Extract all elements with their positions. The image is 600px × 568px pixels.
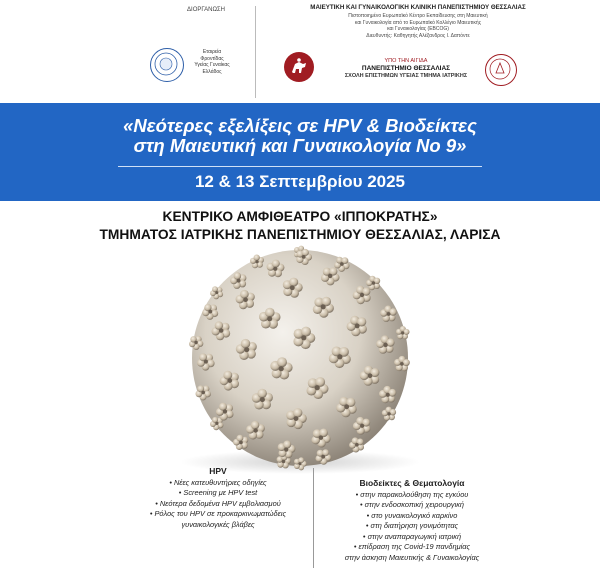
under-aegis-label: ΥΠΟ ΤΗΝ ΑΙΓΙΔΑ	[384, 58, 428, 64]
list-item: • στο γυναικολογικό καρκίνο	[366, 510, 458, 520]
list-item: • επίδραση της Covid-19 πανδημίας	[353, 542, 471, 551]
org-line: Εταιρεία	[202, 49, 222, 55]
clinic-line: Διευθυντής: Καθηγητής Αλέξανδρος Ι. Δαπόντε	[366, 32, 470, 39]
list-item: • στην ενδοσκοπική χειρουργική	[359, 500, 465, 509]
biomarker-topics	[322, 478, 502, 563]
venue-line: ΚΕΝΤΡΙΚΟ ΑΜΦΙΘΕΑΤΡΟ «ΙΠΠΟΚΡΑΤΗΣ»	[162, 209, 438, 224]
org-line: Ελλάδος	[202, 68, 222, 75]
event-date: 12 & 13 Σεπτεμβρίου 2025	[194, 172, 406, 191]
venue-line: ΤΜΗΜΑΤΟΣ ΙΑΤΡΙΚΗΣ ΠΑΝΕΠΙΣΤΗΜΙΟΥ ΘΕΣΣΑΛΙΑΣ, ΛΑΡΙΣΑ	[99, 227, 501, 242]
list-item: • στη διατήρηση γονιμότητας	[365, 521, 459, 530]
capsomer-knob	[250, 255, 264, 269]
list-item: • Screening με HPV test	[178, 488, 258, 497]
list-item: • στην παρακολούθηση της εγκύου	[355, 489, 469, 499]
list-item: γυναικολογικές βλάβες	[181, 519, 255, 529]
clinic-line: και Γυναικολογίας (EBCOG)	[387, 26, 449, 32]
clinic-line: Πιστοποιημένο Ευρωπαϊκό Κέντρο Εκπαίδευσης στη Μαιευτική	[348, 13, 488, 19]
list-item: στην άσκηση Μαιευτικής & Γυναικολογίας	[344, 552, 480, 562]
event-title-line: «Νεότερες εξελίξεις σε HPV & Βιοδείκτες	[123, 115, 477, 136]
org-line: Υγείας Γυναίκας	[194, 62, 230, 68]
list-item: • στην αναπαραγωγική ιατρική	[362, 531, 462, 541]
clinic-title: ΜΑΙΕΥΤΙΚΗ ΚΑΙ ΓΥΝΑΙΚΟΛΟΓΙΚΗ ΚΛΙΝΙΚΗ ΠΑΝΕΠΙΣΤΗΜΙΟΥ ΘΕΣΣΑΛΙΑΣ	[310, 4, 526, 11]
school-name: ΣΧΟΛΗ ΕΠΙΣΤΗΜΩΝ ΥΓΕΙΑΣ ΤΜΗΜΑ ΙΑΤΡΙΚΗΣ	[344, 73, 468, 79]
clinic-line: και Γυναικολογία από το Ευρωπαϊκό Κολλέγιο Μαιευτικής	[354, 19, 482, 26]
hpv-topics	[130, 466, 306, 530]
organization-label: ΔΙΟΡΓΑΝΩΣΗ	[187, 7, 225, 13]
biomarker-heading: Βιοδείκτες & Θεματολογία	[359, 478, 465, 488]
list-item: • Ρόλος του HPV σε προκαρκινωματώδεις	[149, 509, 287, 518]
section-divider	[313, 468, 314, 568]
org-line: Φροντίδας	[200, 55, 224, 62]
list-item: • Νεότερα δεδομένα HPV εμβολιασμού	[155, 498, 281, 508]
list-item: • Νέες κατευθυντήριες οδηγίες	[169, 477, 267, 487]
university-name: ΠΑΝΕΠΙΣΤΗΜΙΟ ΘΕΣΣΑΛΙΑΣ	[361, 65, 451, 72]
hpv-heading: HPV	[209, 466, 227, 476]
event-title-line: στη Μαιευτική και Γυναικολογία Νο 9»	[133, 135, 467, 156]
